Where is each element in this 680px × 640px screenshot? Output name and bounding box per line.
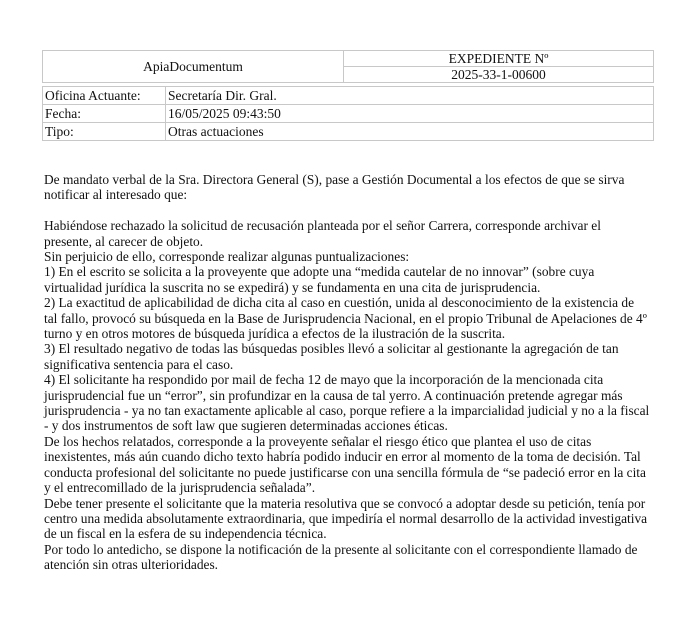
document-header-table	[42, 50, 654, 83]
meta-label: Tipo:	[43, 123, 166, 141]
meta-label: Oficina Actuante:	[43, 87, 166, 105]
meta-row-oficina	[43, 87, 654, 105]
body-paragraph: Habiéndose rechazado la solicitud de recusación planteada por el señor Carrera, corresponde archivar el presente, al carecer de objeto.	[44, 218, 601, 249]
meta-label: Fecha:	[43, 105, 166, 123]
body-paragraph: Debe tener presente el solicitante que la materia resolutiva que se convocó a adoptar desde su petición, tenía por centro una medida absolutamente extraordinaria, que impediría el normal desarrollo de la actividad investigativa de un fiscal en la esfera de su independencia técnica.	[44, 495, 648, 542]
body-paragraph: De los hechos relatados, corresponde a la proveyente señalar el riesgo ético que plantea el uso de citas inexistentes, más aún cuando dicho texto habría podido inducir en error al momento de la toma de decisión. Tal conducta profesional del solicitante no puede justificarse con una sencilla fórmula de “se padeció error en la cita y el entrecomillado de la jurisprudencia señalada”.	[44, 433, 646, 496]
meta-value: Secretaría Dir. Gral.	[166, 87, 654, 105]
meta-row-fecha	[43, 105, 654, 123]
document-body	[44, 172, 650, 573]
meta-row-tipo	[43, 123, 654, 141]
expediente-number: 2025-33-1-00600	[344, 67, 654, 83]
meta-value: Otras actuaciones	[166, 123, 654, 141]
intro-paragraph: De mandato verbal de la Sra. Directora General (S), pase a Gestión Documental a los efectos de que se sirva notificar al interesado que:	[44, 172, 625, 203]
body-paragraph: 2) La exactitud de aplicabilidad de dicha cita al caso en cuestión, unida al desconocimiento de la existencia de tal fallo, provocó su búsqueda en la Base de Jurisprudencia Nacional, en el propio Tribunal de Apelaciones de 4º turno y en otros motores de búsqueda jurídica a efectos de la ilustración de la suscrita.	[44, 295, 647, 342]
meta-value: 16/05/2025 09:43:50	[166, 105, 654, 123]
body-paragraph: 1) En el escrito se solicita a la proveyente que adopte una “medida cautelar de no innovar” (sobre cuya virtualidad jurídica la suscrita no se expedirá) y se fundamenta en una cita de jurisprudencia.	[44, 264, 595, 295]
body-paragraph: 4) El solicitante ha respondido por mail de fecha 12 de mayo que la incorporación de la mencionada cita jurisprudencial fue un “error”, sin profundizar en la causa de tal yerro. A continuación pretende agregar más jurisprudencia - ya no tan exactamente aplicable al caso, porque refiere a la imparcialidad judicial y no a la fiscal - y dos instrumentos de soft law que sugieren determinadas acciones éticas.	[44, 372, 650, 434]
body-paragraph: 3) El resultado negativo de todas las búsquedas posibles llevó a solicitar al gestionante la agregación de tan significativa sentencia para el caso.	[44, 341, 619, 372]
metadata-table	[42, 86, 654, 141]
body-paragraph: Por todo lo antedicho, se dispone la notificación de la presente al solicitante con el correspondiente llamado de atención sin otras ulterioridades.	[44, 541, 638, 573]
expediente-label: EXPEDIENTE Nº	[344, 51, 654, 67]
body-paragraph: Sin perjuicio de ello, corresponde realizar algunas puntualizaciones:	[44, 249, 410, 265]
app-name: ApiaDocumentum	[43, 51, 344, 83]
